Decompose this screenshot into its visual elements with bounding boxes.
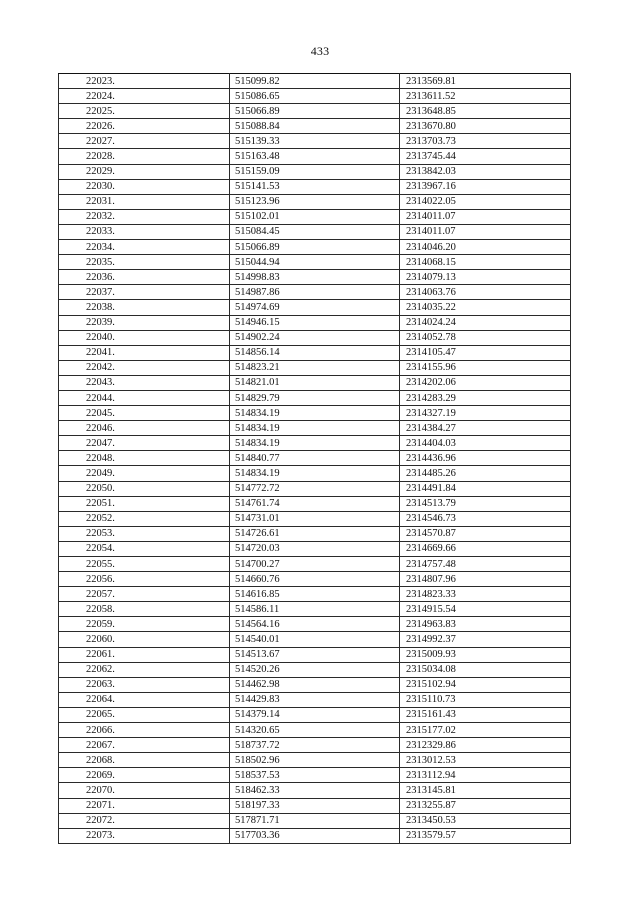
table-row: [59, 647, 571, 662]
x-coordinate-cell: 514520.26: [230, 662, 400, 677]
y-coordinate-cell: 2313842.03: [400, 164, 571, 179]
point-number-cell: 22073.: [59, 828, 230, 843]
point-number-cell: 22048.: [59, 451, 230, 466]
table-row: [59, 692, 571, 707]
y-coordinate-cell: 2314105.47: [400, 345, 571, 360]
x-coordinate-cell: 517871.71: [230, 813, 400, 828]
y-coordinate-cell: 2313648.85: [400, 104, 571, 119]
x-coordinate-cell: 514586.11: [230, 602, 400, 617]
table-row: [59, 738, 571, 753]
x-coordinate-cell: 515102.01: [230, 209, 400, 224]
y-coordinate-cell: 2314436.96: [400, 451, 571, 466]
x-coordinate-cell: 514462.98: [230, 677, 400, 692]
x-coordinate-cell: 515066.89: [230, 240, 400, 255]
point-number-cell: 22047.: [59, 436, 230, 451]
x-coordinate-cell: 514513.67: [230, 647, 400, 662]
point-number-cell: 22041.: [59, 345, 230, 360]
x-coordinate-cell: 514834.19: [230, 436, 400, 451]
y-coordinate-cell: 2315177.02: [400, 723, 571, 738]
y-coordinate-cell: 2314384.27: [400, 421, 571, 436]
y-coordinate-cell: 2314063.76: [400, 285, 571, 300]
point-number-cell: 22039.: [59, 315, 230, 330]
point-number-cell: 22051.: [59, 496, 230, 511]
x-coordinate-cell: 514726.61: [230, 526, 400, 541]
table-row: [59, 496, 571, 511]
table-row: [59, 466, 571, 481]
y-coordinate-cell: 2314068.15: [400, 255, 571, 270]
x-coordinate-cell: 515084.45: [230, 224, 400, 239]
x-coordinate-cell: 514834.19: [230, 466, 400, 481]
y-coordinate-cell: 2313569.81: [400, 74, 571, 89]
point-number-cell: 22023.: [59, 74, 230, 89]
y-coordinate-cell: 2315110.73: [400, 692, 571, 707]
table-row: [59, 662, 571, 677]
point-number-cell: 22063.: [59, 677, 230, 692]
table-row: [59, 828, 571, 843]
y-coordinate-cell: 2314404.03: [400, 436, 571, 451]
y-coordinate-cell: 2314963.83: [400, 617, 571, 632]
point-number-cell: 22070.: [59, 783, 230, 798]
y-coordinate-cell: 2314992.37: [400, 632, 571, 647]
point-number-cell: 22026.: [59, 119, 230, 134]
x-coordinate-cell: 515066.89: [230, 104, 400, 119]
table-row: [59, 375, 571, 390]
x-coordinate-cell: 514821.01: [230, 375, 400, 390]
point-number-cell: 22060.: [59, 632, 230, 647]
table-row: [59, 330, 571, 345]
y-coordinate-cell: 2313745.44: [400, 149, 571, 164]
table-row: [59, 406, 571, 421]
table-row: [59, 557, 571, 572]
x-coordinate-cell: 514700.27: [230, 557, 400, 572]
table-row: [59, 89, 571, 104]
y-coordinate-cell: 2313145.81: [400, 783, 571, 798]
table-row: [59, 783, 571, 798]
point-number-cell: 22028.: [59, 149, 230, 164]
table-row: [59, 572, 571, 587]
point-number-cell: 22049.: [59, 466, 230, 481]
y-coordinate-cell: 2313611.52: [400, 89, 571, 104]
x-coordinate-cell: 514720.03: [230, 541, 400, 556]
table-row: [59, 285, 571, 300]
point-number-cell: 22029.: [59, 164, 230, 179]
x-coordinate-cell: 515141.53: [230, 179, 400, 194]
x-coordinate-cell: 518737.72: [230, 738, 400, 753]
table-row: [59, 74, 571, 89]
y-coordinate-cell: 2314283.29: [400, 390, 571, 405]
x-coordinate-cell: 518197.33: [230, 798, 400, 813]
table-row: [59, 632, 571, 647]
y-coordinate-cell: 2314757.48: [400, 557, 571, 572]
table-row: [59, 194, 571, 209]
point-number-cell: 22059.: [59, 617, 230, 632]
y-coordinate-cell: 2315009.93: [400, 647, 571, 662]
table-row: [59, 345, 571, 360]
coordinates-table: [58, 73, 571, 844]
point-number-cell: 22044.: [59, 390, 230, 405]
x-coordinate-cell: 514823.21: [230, 360, 400, 375]
table-row: [59, 390, 571, 405]
table-row: [59, 209, 571, 224]
x-coordinate-cell: 514987.86: [230, 285, 400, 300]
point-number-cell: 22069.: [59, 768, 230, 783]
table-row: [59, 526, 571, 541]
point-number-cell: 22032.: [59, 209, 230, 224]
x-coordinate-cell: 518502.96: [230, 753, 400, 768]
x-coordinate-cell: 515088.84: [230, 119, 400, 134]
table-row: [59, 270, 571, 285]
x-coordinate-cell: 515044.94: [230, 255, 400, 270]
x-coordinate-cell: 515123.96: [230, 194, 400, 209]
point-number-cell: 22065.: [59, 707, 230, 722]
point-number-cell: 22062.: [59, 662, 230, 677]
x-coordinate-cell: 514834.19: [230, 406, 400, 421]
table-row: [59, 677, 571, 692]
table-row: [59, 602, 571, 617]
x-coordinate-cell: 514856.14: [230, 345, 400, 360]
y-coordinate-cell: 2314035.22: [400, 300, 571, 315]
table-row: [59, 149, 571, 164]
point-number-cell: 22050.: [59, 481, 230, 496]
y-coordinate-cell: 2315034.08: [400, 662, 571, 677]
point-number-cell: 22053.: [59, 526, 230, 541]
point-number-cell: 22055.: [59, 557, 230, 572]
point-number-cell: 22031.: [59, 194, 230, 209]
table-row: [59, 224, 571, 239]
table-row: [59, 119, 571, 134]
point-number-cell: 22054.: [59, 541, 230, 556]
point-number-cell: 22034.: [59, 240, 230, 255]
y-coordinate-cell: 2314011.07: [400, 209, 571, 224]
point-number-cell: 22066.: [59, 723, 230, 738]
point-number-cell: 22058.: [59, 602, 230, 617]
x-coordinate-cell: 514998.83: [230, 270, 400, 285]
y-coordinate-cell: 2314823.33: [400, 587, 571, 602]
y-coordinate-cell: 2314327.19: [400, 406, 571, 421]
x-coordinate-cell: 518537.53: [230, 768, 400, 783]
point-number-cell: 22025.: [59, 104, 230, 119]
table-row: [59, 164, 571, 179]
y-coordinate-cell: 2314022.05: [400, 194, 571, 209]
x-coordinate-cell: 517703.36: [230, 828, 400, 843]
point-number-cell: 22036.: [59, 270, 230, 285]
point-number-cell: 22035.: [59, 255, 230, 270]
x-coordinate-cell: 518462.33: [230, 783, 400, 798]
x-coordinate-cell: 514761.74: [230, 496, 400, 511]
point-number-cell: 22037.: [59, 285, 230, 300]
x-coordinate-cell: 514902.24: [230, 330, 400, 345]
y-coordinate-cell: 2313703.73: [400, 134, 571, 149]
point-number-cell: 22038.: [59, 300, 230, 315]
y-coordinate-cell: 2314011.07: [400, 224, 571, 239]
y-coordinate-cell: 2313670.80: [400, 119, 571, 134]
x-coordinate-cell: 514429.83: [230, 692, 400, 707]
y-coordinate-cell: 2314052.78: [400, 330, 571, 345]
y-coordinate-cell: 2314079.13: [400, 270, 571, 285]
table-row: [59, 104, 571, 119]
y-coordinate-cell: 2313255.87: [400, 798, 571, 813]
table-row: [59, 360, 571, 375]
x-coordinate-cell: 514946.15: [230, 315, 400, 330]
point-number-cell: 22030.: [59, 179, 230, 194]
y-coordinate-cell: 2314155.96: [400, 360, 571, 375]
point-number-cell: 22046.: [59, 421, 230, 436]
y-coordinate-cell: 2314024.24: [400, 315, 571, 330]
y-coordinate-cell: 2313967.16: [400, 179, 571, 194]
y-coordinate-cell: 2313012.53: [400, 753, 571, 768]
x-coordinate-cell: 514974.69: [230, 300, 400, 315]
y-coordinate-cell: 2314570.87: [400, 526, 571, 541]
point-number-cell: 22045.: [59, 406, 230, 421]
table-row: [59, 798, 571, 813]
point-number-cell: 22024.: [59, 89, 230, 104]
point-number-cell: 22072.: [59, 813, 230, 828]
y-coordinate-cell: 2315161.43: [400, 707, 571, 722]
point-number-cell: 22027.: [59, 134, 230, 149]
table-row: [59, 421, 571, 436]
y-coordinate-cell: 2314807.96: [400, 572, 571, 587]
y-coordinate-cell: 2314491.84: [400, 481, 571, 496]
table-row: [59, 511, 571, 526]
x-coordinate-cell: 515099.82: [230, 74, 400, 89]
x-coordinate-cell: 514564.16: [230, 617, 400, 632]
point-number-cell: 22033.: [59, 224, 230, 239]
x-coordinate-cell: 514616.85: [230, 587, 400, 602]
table-row: [59, 753, 571, 768]
x-coordinate-cell: 515086.65: [230, 89, 400, 104]
y-coordinate-cell: 2313579.57: [400, 828, 571, 843]
x-coordinate-cell: 514540.01: [230, 632, 400, 647]
x-coordinate-cell: 515159.09: [230, 164, 400, 179]
x-coordinate-cell: 514731.01: [230, 511, 400, 526]
table-row: [59, 587, 571, 602]
y-coordinate-cell: 2314513.79: [400, 496, 571, 511]
x-coordinate-cell: 514829.79: [230, 390, 400, 405]
point-number-cell: 22040.: [59, 330, 230, 345]
table-row: [59, 813, 571, 828]
x-coordinate-cell: 515139.33: [230, 134, 400, 149]
table-row: [59, 315, 571, 330]
x-coordinate-cell: 514834.19: [230, 421, 400, 436]
point-number-cell: 22068.: [59, 753, 230, 768]
point-number-cell: 22067.: [59, 738, 230, 753]
y-coordinate-cell: 2314046.20: [400, 240, 571, 255]
table-row: [59, 179, 571, 194]
coordinates-table-body: [59, 74, 571, 844]
y-coordinate-cell: 2314202.06: [400, 375, 571, 390]
x-coordinate-cell: 514379.14: [230, 707, 400, 722]
y-coordinate-cell: 2314546.73: [400, 511, 571, 526]
table-row: [59, 451, 571, 466]
x-coordinate-cell: 514840.77: [230, 451, 400, 466]
y-coordinate-cell: 2313112.94: [400, 768, 571, 783]
x-coordinate-cell: 514772.72: [230, 481, 400, 496]
page-number: 433: [310, 44, 330, 58]
table-row: [59, 723, 571, 738]
point-number-cell: 22052.: [59, 511, 230, 526]
table-row: [59, 481, 571, 496]
y-coordinate-cell: 2312329.86: [400, 738, 571, 753]
x-coordinate-cell: 515163.48: [230, 149, 400, 164]
point-number-cell: 22042.: [59, 360, 230, 375]
x-coordinate-cell: 514660.76: [230, 572, 400, 587]
y-coordinate-cell: 2314915.54: [400, 602, 571, 617]
table-row: [59, 541, 571, 556]
table-row: [59, 768, 571, 783]
point-number-cell: 22071.: [59, 798, 230, 813]
table-row: [59, 617, 571, 632]
table-row: [59, 134, 571, 149]
y-coordinate-cell: 2314485.26: [400, 466, 571, 481]
table-row: [59, 300, 571, 315]
table-row: [59, 436, 571, 451]
table-row: [59, 707, 571, 722]
y-coordinate-cell: 2313450.53: [400, 813, 571, 828]
table-row: [59, 240, 571, 255]
point-number-cell: 22056.: [59, 572, 230, 587]
point-number-cell: 22057.: [59, 587, 230, 602]
point-number-cell: 22061.: [59, 647, 230, 662]
x-coordinate-cell: 514320.65: [230, 723, 400, 738]
y-coordinate-cell: 2315102.94: [400, 677, 571, 692]
point-number-cell: 22064.: [59, 692, 230, 707]
point-number-cell: 22043.: [59, 375, 230, 390]
table-row: [59, 255, 571, 270]
y-coordinate-cell: 2314669.66: [400, 541, 571, 556]
